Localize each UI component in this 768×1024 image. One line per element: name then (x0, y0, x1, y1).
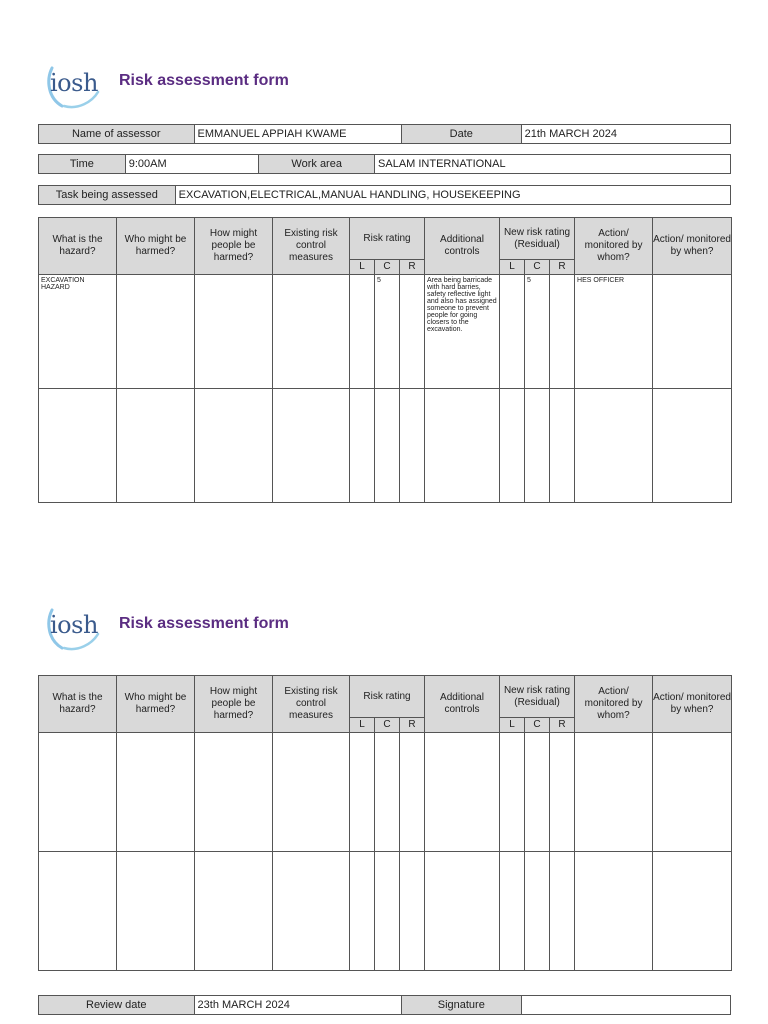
task-row (38, 185, 731, 205)
work-area-label: Work area (259, 155, 375, 173)
form-title: Risk assessment form (119, 615, 289, 632)
risk-table-1 (38, 217, 732, 503)
cell-c[interactable] (375, 852, 400, 971)
cell-r[interactable] (400, 275, 425, 389)
cell-l[interactable] (350, 852, 375, 971)
cell-new-r[interactable] (550, 275, 575, 389)
date-label: Date (402, 125, 522, 143)
cell-whom[interactable] (575, 389, 653, 503)
cell-whom[interactable] (575, 852, 653, 971)
table-row (39, 389, 732, 503)
cell-r[interactable] (400, 852, 425, 971)
col-new-l: L (500, 718, 525, 733)
cell-c[interactable] (375, 389, 400, 503)
cell-additional[interactable] (425, 733, 500, 852)
col-hazard: What is the hazard? (39, 218, 117, 275)
col-existing: Existing risk control measures (273, 218, 350, 275)
col-additional: Additional controls (425, 676, 500, 733)
col-action-whom: Action/ monitored by whom? (575, 676, 653, 733)
col-c: C (375, 718, 400, 733)
cell-who[interactable] (117, 389, 195, 503)
col-additional: Additional controls (425, 218, 500, 275)
col-c: C (375, 260, 400, 275)
col-l: L (350, 260, 375, 275)
task-value[interactable]: EXCAVATION,ELECTRICAL,MANUAL HANDLING, HOUSEKEEPING (178, 189, 521, 201)
col-action-when: Action/ monitored by when? (653, 676, 732, 733)
signature-value[interactable] (522, 996, 730, 1014)
cell-additional[interactable] (425, 389, 500, 503)
cell-when[interactable] (653, 852, 732, 971)
cell-whom[interactable] (575, 733, 653, 852)
cell-existing[interactable] (273, 852, 350, 971)
cell-hazard[interactable]: EXCAVATION HAZARD (39, 275, 117, 389)
cell-how[interactable] (195, 275, 273, 389)
col-new-risk: New risk rating (Residual) (500, 218, 575, 260)
cell-new-l[interactable] (500, 733, 525, 852)
col-r: R (400, 260, 425, 275)
col-r: R (400, 718, 425, 733)
cell-new-r[interactable] (550, 389, 575, 503)
col-new-r: R (550, 260, 575, 275)
work-area-value[interactable]: SALAM INTERNATIONAL (378, 158, 506, 170)
cell-hazard[interactable] (39, 733, 117, 852)
review-date-value[interactable]: 23th MARCH 2024 (195, 996, 402, 1014)
col-new-l: L (500, 260, 525, 275)
col-risk-rating: Risk rating (350, 676, 425, 718)
iosh-logo (44, 598, 106, 660)
cell-c[interactable]: 5 (375, 275, 400, 389)
table-row (39, 275, 732, 389)
cell-l[interactable] (350, 733, 375, 852)
col-existing: Existing risk control measures (273, 676, 350, 733)
review-row (38, 995, 731, 1015)
form-title: Risk assessment form (119, 72, 289, 89)
col-new-risk: New risk rating (Residual) (500, 676, 575, 718)
col-who: Who might be harmed? (117, 218, 195, 275)
cell-new-c[interactable] (525, 733, 550, 852)
assessor-value[interactable]: EMMANUEL APPIAH KWAME (195, 125, 402, 143)
table-row (39, 852, 732, 971)
col-how: How might people be harmed? (195, 218, 273, 275)
col-action-whom: Action/ monitored by whom? (575, 218, 653, 275)
col-l: L (350, 718, 375, 733)
task-label: Task being assessed (39, 186, 176, 204)
cell-hazard[interactable] (39, 852, 117, 971)
cell-new-r[interactable] (550, 733, 575, 852)
cell-existing[interactable] (273, 389, 350, 503)
signature-label: Signature (402, 996, 522, 1014)
col-action-when: Action/ monitored by when? (653, 218, 732, 275)
cell-who[interactable] (117, 733, 195, 852)
assessor-label: Name of assessor (39, 125, 195, 143)
time-row (38, 154, 731, 174)
cell-when[interactable] (653, 275, 732, 389)
cell-existing[interactable] (273, 275, 350, 389)
cell-hazard[interactable] (39, 389, 117, 503)
cell-existing[interactable] (273, 733, 350, 852)
col-risk-rating: Risk rating (350, 218, 425, 260)
time-value[interactable]: 9:00AM (126, 155, 260, 173)
cell-r[interactable] (400, 389, 425, 503)
cell-new-c[interactable] (525, 852, 550, 971)
cell-whom[interactable]: HES OFFICER (575, 275, 653, 389)
cell-additional[interactable]: Area being barricade with hard barries, safety reflective light and also has assigned someone to prevent people for going closers to the excavation. (425, 275, 500, 389)
cell-who[interactable] (117, 275, 195, 389)
cell-when[interactable] (653, 389, 732, 503)
date-value[interactable]: 21th MARCH 2024 (524, 128, 617, 140)
col-hazard: What is the hazard? (39, 676, 117, 733)
risk-table-2 (38, 675, 732, 971)
col-who: Who might be harmed? (117, 676, 195, 733)
logo-text: iosh (50, 69, 98, 97)
col-new-c: C (525, 718, 550, 733)
cell-new-c[interactable]: 5 (525, 275, 550, 389)
cell-l[interactable] (350, 389, 375, 503)
logo-text: iosh (50, 611, 98, 639)
cell-l[interactable] (350, 275, 375, 389)
cell-when[interactable] (653, 733, 732, 852)
cell-c[interactable] (375, 733, 400, 852)
cell-how[interactable] (195, 389, 273, 503)
cell-new-l[interactable] (500, 275, 525, 389)
col-how: How might people be harmed? (195, 676, 273, 733)
iosh-logo (44, 56, 106, 118)
cell-new-c[interactable] (525, 389, 550, 503)
col-new-r: R (550, 718, 575, 733)
cell-additional[interactable] (425, 852, 500, 971)
cell-new-l[interactable] (500, 852, 525, 971)
time-label: Time (39, 155, 126, 173)
cell-r[interactable] (400, 733, 425, 852)
review-date-label: Review date (39, 996, 195, 1014)
cell-new-r[interactable] (550, 852, 575, 971)
assessor-row (38, 124, 731, 144)
table-row (39, 733, 732, 852)
cell-who[interactable] (117, 852, 195, 971)
cell-how[interactable] (195, 733, 273, 852)
cell-new-l[interactable] (500, 389, 525, 503)
cell-how[interactable] (195, 852, 273, 971)
col-new-c: C (525, 260, 550, 275)
